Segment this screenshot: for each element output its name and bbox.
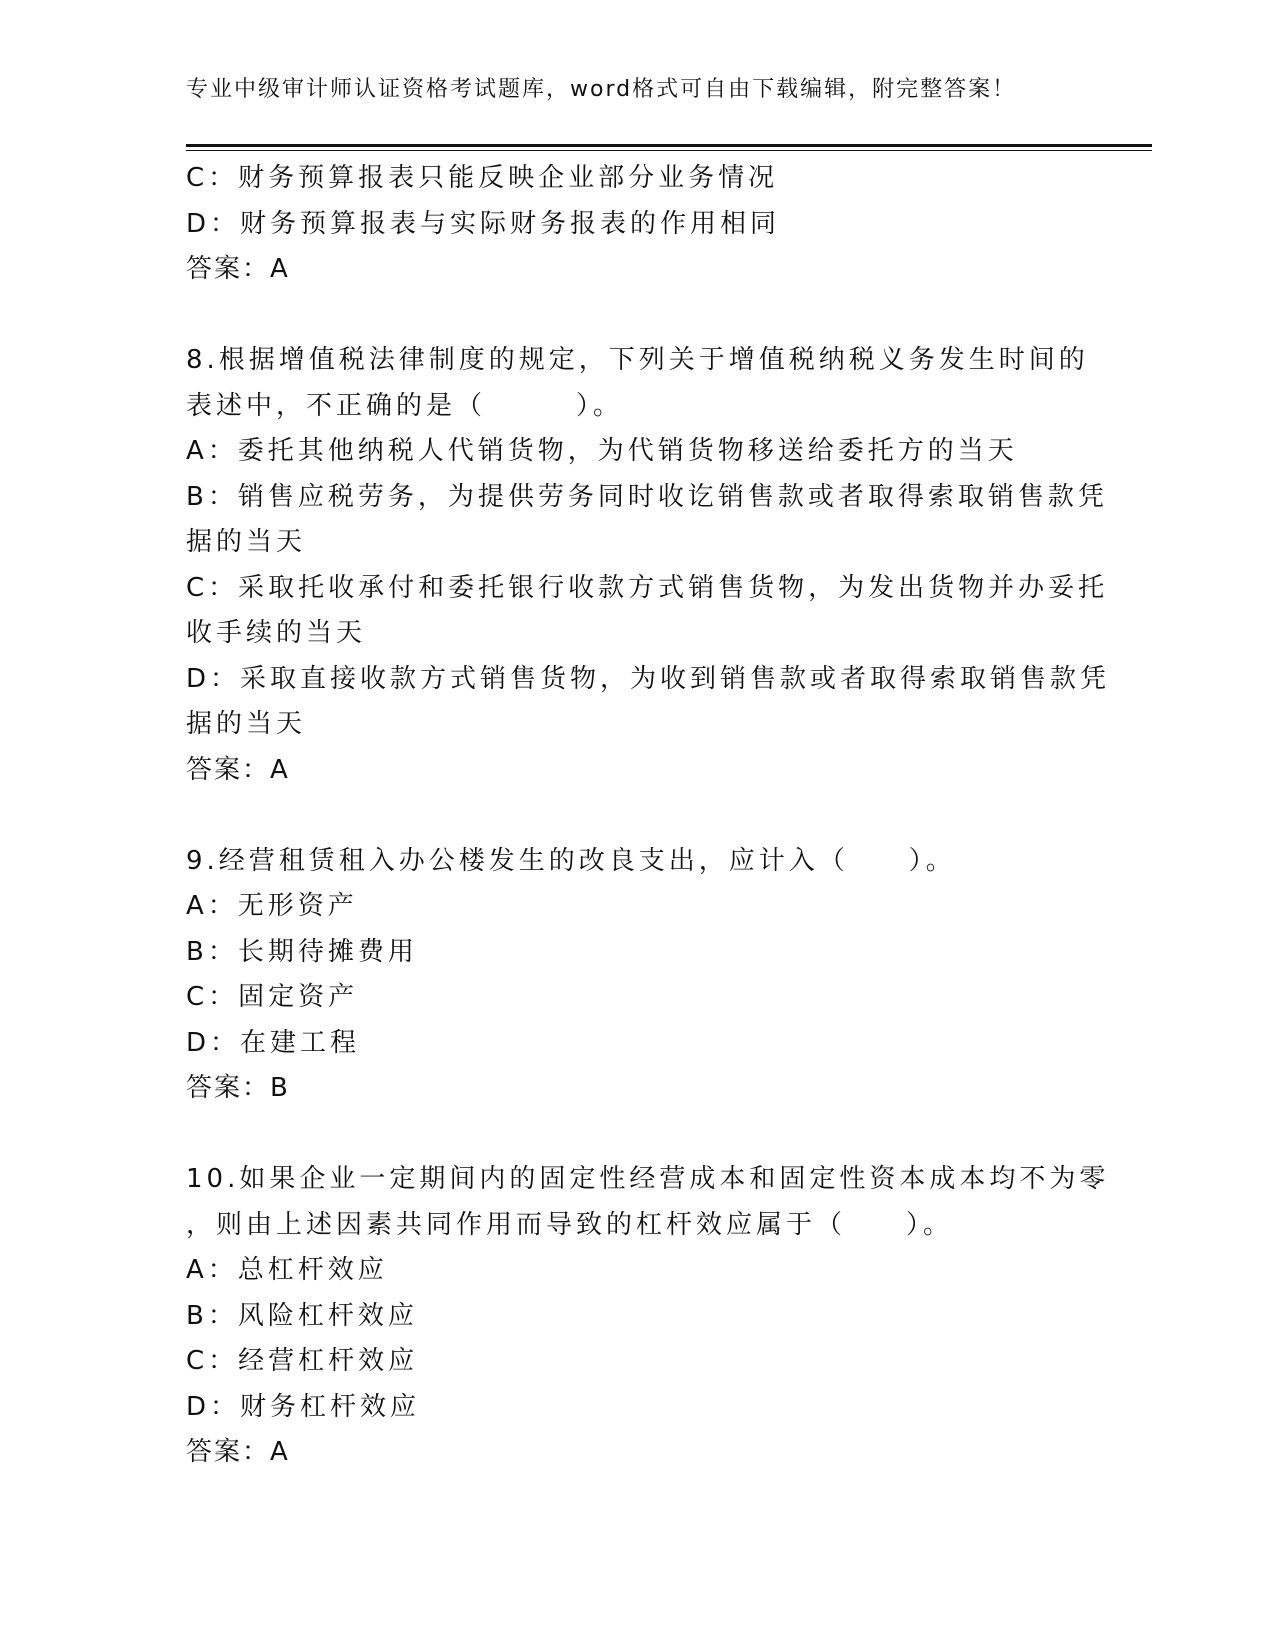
document-body — [186, 156, 1111, 1476]
option-line: C：经营杠杆效应 — [186, 1346, 419, 1376]
option-line: C：财务预算报表只能反映企业部分业务情况 — [186, 163, 779, 193]
option-line: B：长期待摊费用 — [186, 936, 418, 967]
option-line: C：固定资产 — [186, 982, 359, 1012]
question-9 — [186, 839, 1076, 1112]
header-rule-thick — [186, 144, 1152, 147]
spacer — [186, 793, 1076, 839]
question-stem-line: 10.如果企业一定期间内的固定性经营成本和固定性资本成本均不为零 — [186, 1164, 1110, 1194]
option-line: B：风险杠杆效应 — [186, 1300, 418, 1331]
option-line: B：销售应税劳务，为提供劳务同时收讫销售款或者取得索取销售款凭 — [186, 481, 1108, 512]
option-line: 据的当天 — [186, 527, 307, 557]
question-stem-line: ，则由上述因素共同作用而导致的杠杆效应属于（ ）。 — [186, 1209, 954, 1240]
question-8 — [186, 338, 1111, 793]
question-stem-line: 8.根据增值税法律制度的规定，下列关于增值税纳税义务发生时间的 — [186, 345, 1089, 375]
option-line: C：采取托收承付和委托银行收款方式销售货物，为发出货物并办妥托 — [186, 572, 1109, 603]
option-line: 收手续的当天 — [186, 618, 367, 648]
answer-line: 答案：B — [186, 1073, 290, 1103]
option-line: A：委托其他纳税人代销货物，为代销货物移送给委托方的当天 — [186, 436, 1018, 466]
option-line: D：财务预算报表与实际财务报表的作用相同 — [186, 208, 781, 239]
question-stem-line: 表述中，不正确的是（ ）。 — [186, 390, 624, 421]
option-line: D：财务杠杆效应 — [186, 1391, 421, 1422]
previous-question-fragment — [186, 156, 1076, 293]
page-header: 专业中级审计师认证资格考试题库，word格式可自由下载编辑，附完整答案！ — [186, 77, 1017, 102]
answer-line: 答案：A — [186, 1437, 290, 1467]
spacer — [186, 293, 1076, 339]
answer-line: 答案：A — [186, 254, 290, 284]
option-line: D：采取直接收款方式销售货物，为收到销售款或者取得索取销售款凭 — [186, 663, 1111, 694]
spacer — [186, 1112, 1076, 1158]
option-line: A：无形资产 — [186, 891, 358, 921]
option-line: A：总杠杆效应 — [186, 1255, 388, 1285]
question-10 — [186, 1157, 1110, 1476]
option-line: D：在建工程 — [186, 1027, 361, 1058]
header-rule-thin — [186, 150, 1152, 151]
option-line: 据的当天 — [186, 709, 307, 739]
question-stem-line: 9.经营租赁租入办公楼发生的改良支出，应计入（ ）。 — [186, 845, 956, 876]
answer-line: 答案：A — [186, 754, 290, 785]
